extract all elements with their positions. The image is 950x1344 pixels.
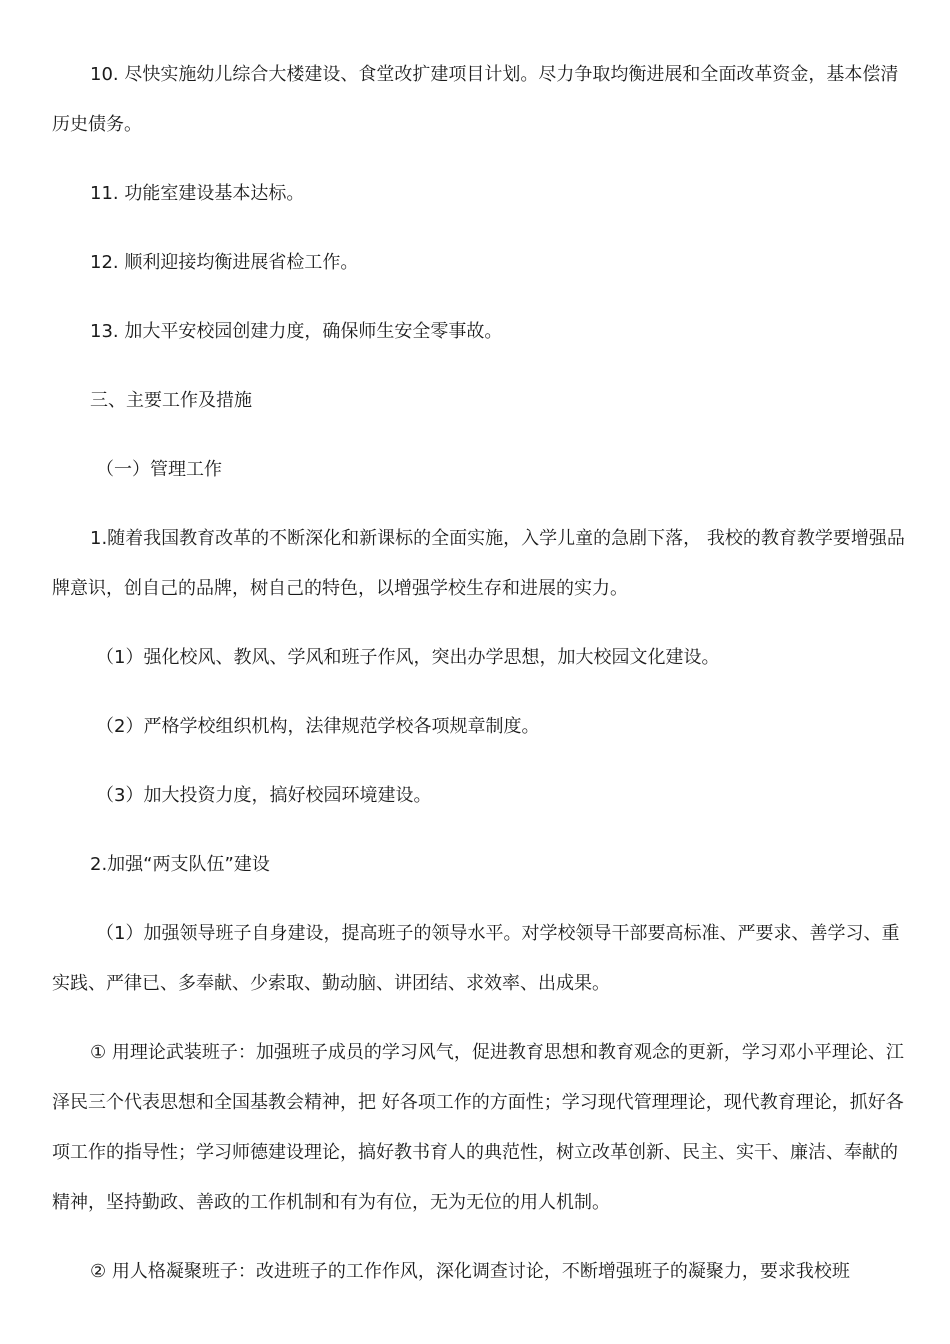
paragraph-management-1: 1.随着我国教育改革的不断深化和新课标的全面实施，入学儿童的急剧下落， 我校的教育教学要增强品牌意识，创自己的品牌，树自己的特色，以增强学校生存和进展的实力。 <box>52 528 905 599</box>
paragraph-personality: ② 用人格凝聚班子：改进班子的工作作风，深化调查讨论，不断增强班子的凝聚力，要求我校班 <box>90 1261 850 1282</box>
paragraph-leadership: （1）加强领导班子自身建设，提高班子的领导水平。对学校领导干部要高标准、严要求、善学习、重实践、严律已、多奉献、少索取、勤动脑、讲团结、求效率、出成果。 <box>52 923 900 994</box>
section-heading: 三、主要工作及措施 <box>90 390 252 411</box>
paragraph-subitem-3: （3）加大投资力度，搞好校园环境建设。 <box>96 785 432 806</box>
paragraph-item-13: 13. 加大平安校园创建力度，确保师生安全零事故。 <box>90 321 503 342</box>
paragraph-item-10: 10. 尽快实施幼儿综合大楼建设、食堂改扩建项目计划。尽力争取均衡进展和全面改革资金，基本偿清历史债务。 <box>52 64 899 135</box>
paragraph-subitem-1: （1）强化校风、教风、学风和班子作风，突出办学思想，加大校园文化建设。 <box>96 647 720 668</box>
paragraph-theory: ① 用理论武装班子：加强班子成员的学习风气，促进教育思想和教育观念的更新，学习邓小平理论、江泽民三个代表思想和全国基教会精神，把 好各项工作的方面性；学习现代管理理论，现代教育理论，抓好各项工作的指导性；学习师德建设理论，搞好教书育人的典范性，树立改革创新、民主、实干、廉洁、奉献的精神，坚持勤政、善政的工作机制和有为有位，无为无位的用人机制。 <box>52 1042 904 1213</box>
paragraph-subitem-2: （2）严格学校组织机构，法律规范学校各项规章制度。 <box>96 716 540 737</box>
subsection-heading: （一）管理工作 <box>96 459 222 480</box>
paragraph-item-11: 11. 功能室建设基本达标。 <box>90 183 305 204</box>
paragraph-management-2: 2.加强“两支队伍”建设 <box>90 854 270 875</box>
paragraph-item-12: 12. 顺利迎接均衡进展省检工作。 <box>90 252 359 273</box>
